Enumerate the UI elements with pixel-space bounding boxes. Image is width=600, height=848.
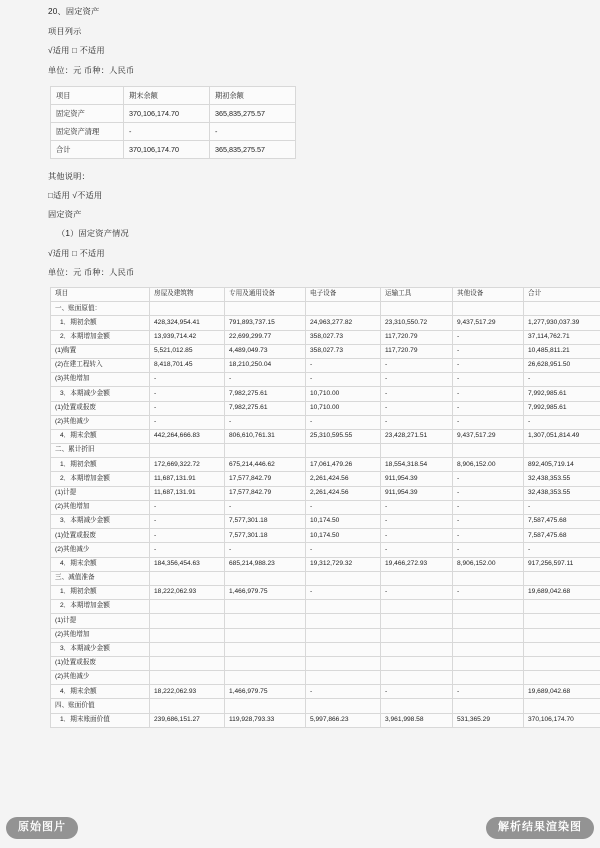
detail-row-value (381, 571, 453, 585)
detail-row-label: 一、账面原值： (51, 302, 150, 316)
detail-row-value (225, 302, 306, 316)
detail-row-value (150, 444, 225, 458)
detail-row-value: 23,428,271.51 (381, 429, 453, 443)
detail-row-value (381, 302, 453, 316)
detail-row-label: 3．本期减少金额 (51, 642, 150, 656)
detail-row-label: 1．期初余额 (51, 458, 150, 472)
detail-header-cell: 项目 (51, 288, 150, 302)
detail-row-value (225, 614, 306, 628)
detail-row-value: 7,577,301.18 (225, 515, 306, 529)
table-row (51, 458, 600, 472)
detail-row-value: 18,222,062.93 (150, 585, 225, 599)
detail-row-value: 3,961,998.58 (381, 713, 453, 727)
detail-row-value (381, 642, 453, 656)
detail-row-value: 11,687,131.91 (150, 472, 225, 486)
table-row (51, 472, 600, 486)
detail-row-value: - (150, 515, 225, 529)
detail-row-label: 1．期初余额 (51, 585, 150, 599)
detail-row-value: - (453, 401, 524, 415)
table-row (51, 429, 600, 443)
summary-table-body (51, 86, 296, 158)
detail-row-value: 8,906,152.00 (453, 557, 524, 571)
table-row (51, 671, 600, 685)
detail-row-value: - (306, 500, 381, 514)
table-row (51, 529, 600, 543)
detail-row-value (381, 614, 453, 628)
detail-row-value (150, 302, 225, 316)
detail-row-value: 184,356,454.63 (150, 557, 225, 571)
detail-row-value (150, 571, 225, 585)
summary-header-ending: 期末余额 (124, 86, 210, 104)
detail-row-value (225, 656, 306, 670)
detail-row-value: 2,261,424.56 (306, 472, 381, 486)
summary-row-ending: 370,106,174.70 (124, 140, 210, 158)
detail-row-value: - (381, 685, 453, 699)
detail-row-value: 10,485,811.21 (524, 344, 600, 358)
detail-row-value: - (306, 373, 381, 387)
detail-row-value: - (381, 529, 453, 543)
detail-row-value: 10,710.00 (306, 401, 381, 415)
detail-header-cell: 房屋及建筑物 (150, 288, 225, 302)
detail-row-value: 10,710.00 (306, 387, 381, 401)
summary-row-label: 固定资产清理 (51, 122, 124, 140)
detail-header-cell: 其他设备 (453, 288, 524, 302)
detail-row-value: - (524, 500, 600, 514)
summary-row-beginning: - (210, 122, 296, 140)
detail-row-value: - (306, 585, 381, 599)
detail-row-value (306, 628, 381, 642)
detail-row-value: 358,027.73 (306, 344, 381, 358)
detail-row-value: 25,310,595.55 (306, 429, 381, 443)
detail-row-value: 239,686,151.27 (150, 713, 225, 727)
detail-row-value: 26,628,951.50 (524, 358, 600, 372)
detail-row-value: - (453, 373, 524, 387)
detail-row-value: - (306, 543, 381, 557)
detail-row-value: - (453, 387, 524, 401)
detail-row-value (150, 600, 225, 614)
detail-row-label: (1)购置 (51, 344, 150, 358)
detail-table-body (51, 288, 600, 728)
detail-row-value: - (150, 387, 225, 401)
detail-row-value (381, 444, 453, 458)
detail-row-value: - (453, 529, 524, 543)
detail-row-value: - (306, 415, 381, 429)
detail-row-value: 17,577,842.79 (225, 472, 306, 486)
detail-row-value: - (225, 500, 306, 514)
detail-row-value (524, 600, 600, 614)
detail-row-value: 19,466,272.93 (381, 557, 453, 571)
detail-row-value (150, 699, 225, 713)
table-row (51, 699, 600, 713)
detail-row-value: 675,214,446.62 (225, 458, 306, 472)
detail-row-value (306, 600, 381, 614)
detail-row-value: - (150, 529, 225, 543)
detail-row-value: 7,982,275.61 (225, 401, 306, 415)
table-row (51, 585, 600, 599)
detail-header-row (51, 288, 600, 302)
detail-row-value (225, 628, 306, 642)
detail-row-value: 911,954.39 (381, 486, 453, 500)
detail-row-value: - (150, 500, 225, 514)
detail-row-value: - (524, 543, 600, 557)
detail-row-value (381, 671, 453, 685)
detail-row-value (225, 699, 306, 713)
detail-row-value: 117,720.79 (381, 330, 453, 344)
detail-row-value: 442,264,666.83 (150, 429, 225, 443)
intro-line-unit-currency: 单位：元 币种：人民币 (48, 65, 135, 75)
detail-row-value (306, 444, 381, 458)
detail-row-value: 11,687,131.91 (150, 486, 225, 500)
detail-row-value: 19,312,729.32 (306, 557, 381, 571)
table-row (51, 614, 600, 628)
detail-row-value: - (453, 585, 524, 599)
section-heading: 20、固定资产 (48, 7, 100, 16)
detail-row-value: - (453, 543, 524, 557)
detail-row-value: 428,324,954.41 (150, 316, 225, 330)
fixed-assets-detail-table (50, 287, 600, 728)
detail-row-value (306, 614, 381, 628)
detail-row-value: 892,405,719.14 (524, 458, 600, 472)
detail-header-cell: 电子设备 (306, 288, 381, 302)
detail-row-label: 1．期末账面价值 (51, 713, 150, 727)
detail-row-value: - (150, 373, 225, 387)
summary-row-ending: 370,106,174.70 (124, 104, 210, 122)
detail-row-value (524, 571, 600, 585)
detail-row-label: 4．期末余额 (51, 685, 150, 699)
detail-row-value: 1,466,979.75 (225, 685, 306, 699)
table-row (51, 358, 600, 372)
detail-row-value (306, 699, 381, 713)
detail-row-label: (2)其他减少 (51, 415, 150, 429)
detail-row-label: 二、累计折旧 (51, 444, 150, 458)
detail-row-value: - (381, 373, 453, 387)
table-row (51, 543, 600, 557)
detail-row-label: 4．期末余额 (51, 429, 150, 443)
detail-row-value (524, 642, 600, 656)
detail-row-value: - (453, 685, 524, 699)
table-row (51, 500, 600, 514)
detail-row-label: (1)处置或报废 (51, 401, 150, 415)
detail-row-value (453, 600, 524, 614)
intro-line-item-listing: 项目列示 (48, 27, 82, 37)
detail-row-value: - (453, 500, 524, 514)
detail-row-value (524, 699, 600, 713)
detail-row-value (150, 671, 225, 685)
detail-row-value: 18,210,250.04 (225, 358, 306, 372)
table-row (51, 642, 600, 656)
detail-row-value: 7,587,475.68 (524, 515, 600, 529)
detail-row-value: - (150, 543, 225, 557)
detail-row-value: 119,928,793.33 (225, 713, 306, 727)
detail-row-value: - (524, 415, 600, 429)
detail-row-value: 7,992,985.61 (524, 387, 600, 401)
detail-row-value: - (453, 344, 524, 358)
detail-row-value (453, 671, 524, 685)
detail-row-value (453, 699, 524, 713)
detail-row-value: 2,261,424.56 (306, 486, 381, 500)
summary-row-beginning: 365,835,275.57 (210, 104, 296, 122)
summary-header-row (51, 86, 296, 104)
detail-row-value: 7,577,301.18 (225, 529, 306, 543)
detail-header-cell: 合计 (524, 288, 600, 302)
detail-row-value (306, 642, 381, 656)
detail-row-value: 370,106,174.70 (524, 713, 600, 727)
summary-row-label: 合计 (51, 140, 124, 158)
detail-row-value: - (381, 585, 453, 599)
detail-row-value: 32,438,353.55 (524, 486, 600, 500)
table-row (51, 330, 600, 344)
table-row (51, 515, 600, 529)
detail-row-value: - (453, 472, 524, 486)
detail-row-value (453, 444, 524, 458)
detail-row-label: 1．期初余额 (51, 316, 150, 330)
detail-row-value (306, 302, 381, 316)
detail-row-value (150, 614, 225, 628)
detail-row-value: - (453, 415, 524, 429)
detail-row-value (524, 628, 600, 642)
detail-row-value: 24,963,277.82 (306, 316, 381, 330)
detail-row-value (524, 614, 600, 628)
detail-row-value: 9,437,517.29 (453, 429, 524, 443)
detail-row-value (524, 656, 600, 670)
detail-row-value: 917,256,597.11 (524, 557, 600, 571)
detail-row-value (225, 444, 306, 458)
detail-row-value: 1,307,051,814.49 (524, 429, 600, 443)
detail-row-value (524, 671, 600, 685)
detail-row-value: 1,466,979.75 (225, 585, 306, 599)
detail-row-value: 5,521,012.85 (150, 344, 225, 358)
detail-row-value: 7,992,985.61 (524, 401, 600, 415)
detail-row-value: - (453, 486, 524, 500)
table-row (51, 444, 600, 458)
detail-row-label: (2)其他减少 (51, 671, 150, 685)
table-row (51, 387, 600, 401)
table-row (51, 685, 600, 699)
detail-row-value: 17,577,842.79 (225, 486, 306, 500)
detail-row-value (150, 628, 225, 642)
detail-header-cell: 专用及通用设备 (225, 288, 306, 302)
detail-row-value: - (381, 415, 453, 429)
detail-row-value (150, 656, 225, 670)
detail-row-label: (1)计提 (51, 614, 150, 628)
detail-row-value: 531,365.29 (453, 713, 524, 727)
detail-row-label: 3．本期减少金额 (51, 515, 150, 529)
detail-row-label: (1)处置或报废 (51, 529, 150, 543)
subsection-fixed-assets: 固定资产 (48, 210, 82, 220)
detail-row-value: 806,610,761.31 (225, 429, 306, 443)
subsection-unit-currency: 单位：元 币种：人民币 (48, 267, 135, 277)
detail-row-value (306, 671, 381, 685)
detail-row-value: 791,893,737.15 (225, 316, 306, 330)
table-row (51, 713, 600, 727)
detail-row-value (381, 628, 453, 642)
table-row (51, 401, 600, 415)
detail-row-value: 32,438,353.55 (524, 472, 600, 486)
detail-row-value: 19,689,042.68 (524, 685, 600, 699)
detail-row-value: - (225, 373, 306, 387)
table-row (51, 628, 600, 642)
detail-row-value (453, 656, 524, 670)
detail-row-value: - (225, 543, 306, 557)
detail-row-value: - (381, 515, 453, 529)
detail-row-label: (3)其他增加 (51, 373, 150, 387)
parsed-result-render-button[interactable]: 解析结果渲染图 (486, 817, 594, 839)
detail-row-value (453, 302, 524, 316)
table-row (51, 557, 600, 571)
summary-header-item: 项目 (51, 86, 124, 104)
original-image-button[interactable]: 原始图片 (6, 817, 78, 839)
detail-row-value: 10,174.50 (306, 515, 381, 529)
detail-row-label: 2．本期增加金额 (51, 472, 150, 486)
table-row (51, 486, 600, 500)
detail-row-value: 358,027.73 (306, 330, 381, 344)
detail-row-label: (2)其他减少 (51, 543, 150, 557)
detail-row-label: 四、账面价值 (51, 699, 150, 713)
detail-row-label: (1)处置或报废 (51, 656, 150, 670)
summary-row-label: 固定资产 (51, 104, 124, 122)
detail-row-value: 7,982,275.61 (225, 387, 306, 401)
subsection-fixed-assets-status: （1）固定资产情况 (57, 229, 129, 239)
detail-row-value: 19,689,042.68 (524, 585, 600, 599)
detail-row-value: - (453, 330, 524, 344)
detail-row-value (306, 656, 381, 670)
fixed-assets-summary-table (50, 86, 296, 159)
detail-row-label: 三、减值准备 (51, 571, 150, 585)
detail-row-value (453, 642, 524, 656)
detail-row-value (225, 600, 306, 614)
other-notes-label: 其他说明： (48, 171, 90, 181)
detail-row-value: - (453, 515, 524, 529)
detail-row-value (381, 600, 453, 614)
detail-row-value: 22,699,299.77 (225, 330, 306, 344)
detail-row-value (225, 642, 306, 656)
table-row (51, 373, 600, 387)
detail-row-value (524, 302, 600, 316)
table-row (51, 656, 600, 670)
detail-row-value: - (381, 543, 453, 557)
table-row (51, 344, 600, 358)
detail-row-value: 17,061,479.26 (306, 458, 381, 472)
detail-row-value: - (306, 358, 381, 372)
detail-row-label: 2．本期增加金额 (51, 330, 150, 344)
detail-row-value: 8,418,701.45 (150, 358, 225, 372)
detail-row-label: (2)其他增加 (51, 628, 150, 642)
detail-row-value (524, 444, 600, 458)
detail-row-value: 37,114,762.71 (524, 330, 600, 344)
detail-row-value: 8,906,152.00 (453, 458, 524, 472)
detail-row-value (225, 571, 306, 585)
detail-row-value: - (381, 401, 453, 415)
detail-row-value: 18,222,062.93 (150, 685, 225, 699)
table-row (51, 316, 600, 330)
summary-row-beginning: 365,835,275.57 (210, 140, 296, 158)
table-row (51, 415, 600, 429)
detail-row-value: 18,554,318.54 (381, 458, 453, 472)
subsection-applicability: √适用 □ 不适用 (48, 248, 105, 258)
detail-row-value: - (225, 415, 306, 429)
detail-row-value: 1,277,930,037.39 (524, 316, 600, 330)
summary-header-beginning: 期初余额 (210, 86, 296, 104)
detail-row-value: 23,310,550.72 (381, 316, 453, 330)
table-row (51, 302, 600, 316)
detail-row-value: - (150, 401, 225, 415)
detail-row-value: - (381, 500, 453, 514)
detail-row-label: (2)在建工程转入 (51, 358, 150, 372)
detail-row-value: - (150, 415, 225, 429)
table-row (51, 104, 296, 122)
detail-row-value: 13,939,714.42 (150, 330, 225, 344)
detail-row-value: - (524, 373, 600, 387)
table-row (51, 122, 296, 140)
detail-row-value: - (381, 387, 453, 401)
detail-row-value: 172,669,322.72 (150, 458, 225, 472)
detail-row-value (453, 571, 524, 585)
detail-row-label: (1)计提 (51, 486, 150, 500)
other-notes-applicability: □适用 √不适用 (48, 191, 103, 201)
detail-row-value: 911,954.39 (381, 472, 453, 486)
table-row (51, 140, 296, 158)
detail-row-label: 3．本期减少金额 (51, 387, 150, 401)
intro-line-applicability: √适用 □ 不适用 (48, 46, 105, 56)
detail-row-value (306, 571, 381, 585)
detail-row-label: (2)其他增加 (51, 500, 150, 514)
detail-row-value: 685,214,988.23 (225, 557, 306, 571)
detail-row-value: 4,489,049.73 (225, 344, 306, 358)
detail-row-value: 9,437,517.29 (453, 316, 524, 330)
detail-row-value: 7,587,475.68 (524, 529, 600, 543)
detail-row-value: - (306, 685, 381, 699)
detail-row-value (453, 614, 524, 628)
detail-row-value: - (453, 358, 524, 372)
detail-row-value (225, 671, 306, 685)
detail-row-value: - (381, 358, 453, 372)
table-row (51, 571, 600, 585)
summary-row-ending: - (124, 122, 210, 140)
detail-row-label: 2．本期增加金额 (51, 600, 150, 614)
detail-row-value (381, 699, 453, 713)
detail-header-cell: 运输工具 (381, 288, 453, 302)
detail-row-value: 10,174.50 (306, 529, 381, 543)
table-row (51, 600, 600, 614)
detail-row-label: 4．期末余额 (51, 557, 150, 571)
detail-row-value (453, 628, 524, 642)
detail-row-value (381, 656, 453, 670)
detail-row-value: 5,997,866.23 (306, 713, 381, 727)
detail-row-value (150, 642, 225, 656)
detail-row-value: 117,720.79 (381, 344, 453, 358)
